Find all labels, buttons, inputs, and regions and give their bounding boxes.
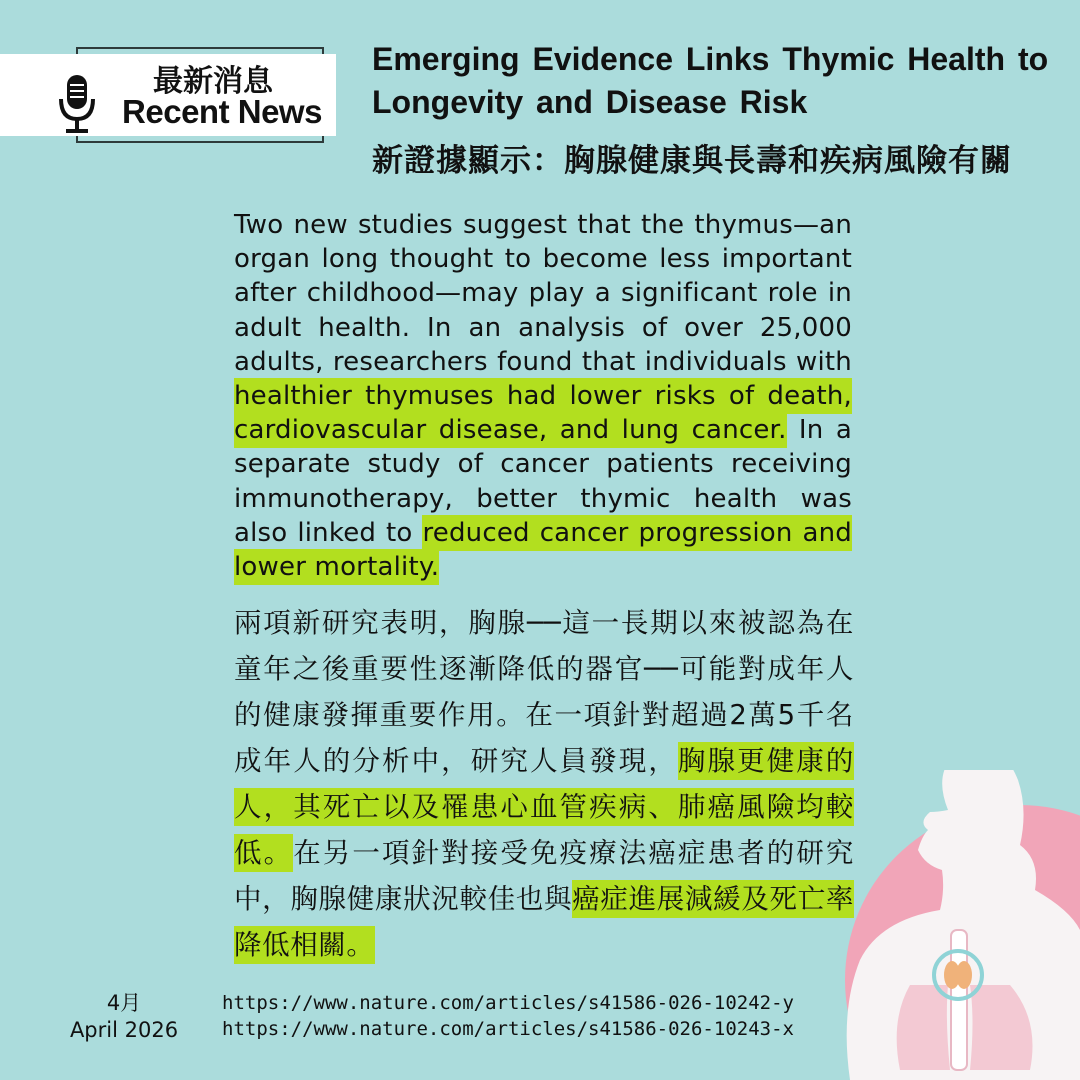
body-en-text-2: In a separate study of cancer patients receiving immunotherapy, better thymic health was also linked to xyxy=(234,415,852,548)
body-zh-highlight-1: 胸腺更健康的人，其死亡以及罹患心血管疾病、肺癌風險均較低。 xyxy=(234,742,854,872)
thymus-right-lobe xyxy=(956,961,972,989)
badge-label-zh: 最新消息 xyxy=(153,64,273,99)
body-en-highlight-1: healthier thymuses had lower risks of death, cardiovascular disease, and lung cancer. xyxy=(234,378,852,448)
headline-en: Emerging Evidence Links Thymic Health to Longevity and Disease Risk xyxy=(372,41,1049,120)
body-zh-text-2: 在另一項針對接受免疫療法癌症患者的研究中，胸腺健康狀況較佳也與 xyxy=(234,837,855,915)
source-link-2[interactable]: https://www.nature.com/articles/s41586-026-10243-x xyxy=(222,1018,794,1040)
body-en-highlight-2: reduced cancer progression and lower mortality. xyxy=(234,515,852,585)
date-block xyxy=(54,990,194,1044)
article-body-zh xyxy=(234,600,854,968)
human-thymus-illustration xyxy=(830,770,1080,1080)
microphone-icon xyxy=(56,73,98,135)
headline-zh: 新證據顯示：胸腺健康與長壽和疾病風險有關 xyxy=(372,143,1012,179)
source-link-1[interactable]: https://www.nature.com/articles/s41586-026-10242-y xyxy=(222,992,794,1014)
left-lung xyxy=(897,985,950,1070)
date-zh: 4月 xyxy=(106,991,142,1015)
source-links xyxy=(222,990,794,1042)
body-zh-text-1: 兩項新研究表明，胸腺──這一長期以來被認為在童年之後重要性逐漸降低的器官──可能對成年人的健康發揮重要作用。在一項針對超過2萬5千名成年人的分析中，研究人員發現， xyxy=(234,607,854,777)
date-en: April 2026 xyxy=(69,1018,179,1042)
article-body-en xyxy=(234,208,852,584)
body-en-text-1: Two new studies suggest that the thymus—an organ long thought to become less important after childhood—may play a significant role in adult health. In an analysis of over 25,000 adults, researchers found that individuals with xyxy=(234,210,852,377)
body-zh-highlight-2: 癌症進展減緩及死亡率降低相關。 xyxy=(234,880,854,964)
badge-label-en: Recent News xyxy=(122,93,322,130)
